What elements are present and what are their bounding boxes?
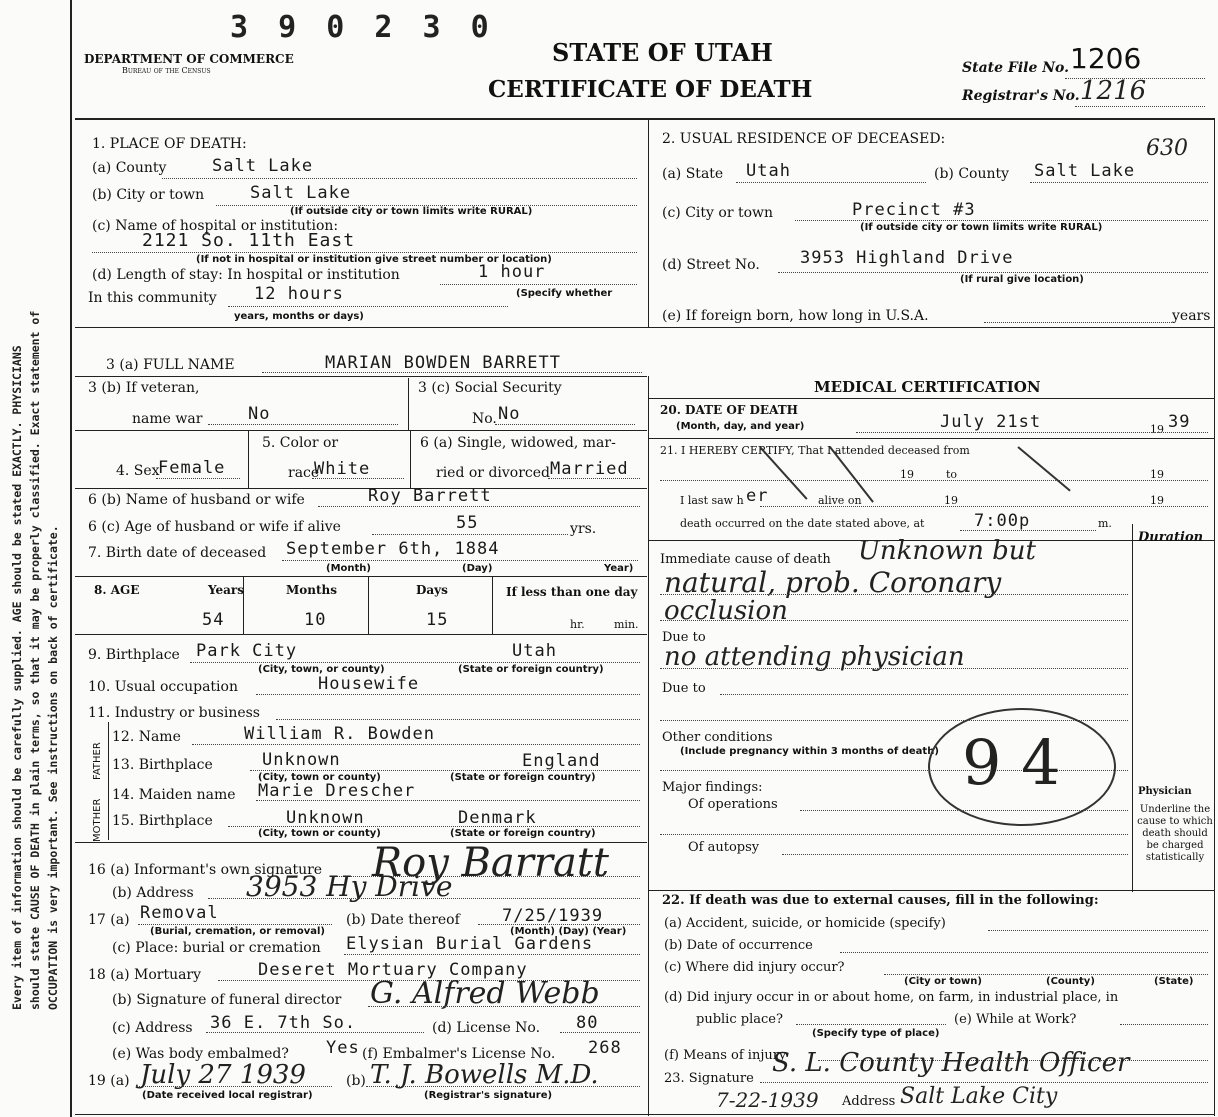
address-label: Address: [842, 1094, 896, 1109]
birthplace-city-value: Park City: [196, 641, 298, 661]
age-days-label: Days: [416, 583, 448, 597]
medical-heading: MEDICAL CERTIFICATION: [814, 378, 1041, 396]
time-value: 7:00p: [974, 511, 1031, 531]
state-file-no: 1206: [1070, 42, 1142, 75]
state-title: STATE OF UTAH: [552, 38, 773, 67]
director-address-label: (c) Address: [112, 1020, 193, 1036]
embalmer-license-value: 268: [588, 1038, 622, 1058]
external-d-note: (Specify type of place): [812, 1028, 940, 1039]
stamp-number: 9 4: [962, 726, 1061, 799]
stay-community-value: 12 hours: [254, 284, 344, 304]
external-d-1: (d) Did injury occur in or about home, on farm, in industrial place, in: [664, 990, 1119, 1005]
city-label: (b) City or town: [92, 187, 205, 203]
community-label: In this community: [88, 290, 217, 306]
external-c-state: (State): [1154, 976, 1194, 987]
physician-note: Physician: [1138, 786, 1192, 797]
res-street-label: (d) Street No.: [662, 257, 760, 273]
removal-note: (Burial, cremation, or removal): [150, 926, 325, 937]
dod-value: July 21st: [940, 412, 1042, 432]
external-c-city: (City or town): [904, 976, 982, 987]
sidebar-line-2: should state CAUSE OF DEATH in plain terms, so that it may be properly classified. Exact statement of: [28, 310, 42, 1010]
external-e: (e) While at Work?: [954, 1012, 1077, 1027]
spouse-age-label: 6 (c) Age of husband or wife if alive: [88, 519, 341, 535]
ss-no-label: No.: [472, 411, 497, 427]
signature-label: 23. Signature: [664, 1071, 754, 1086]
age-months-value: 10: [304, 610, 327, 630]
cause-line-2: natural, prob. Coronary: [664, 566, 1002, 599]
removal-date-label: (b) Date thereof: [346, 912, 460, 928]
removal-date-value: 7/25/1939: [502, 906, 604, 926]
certify-to: to: [946, 468, 958, 481]
birth-day-note: (Day): [462, 563, 493, 574]
certificate-title: CERTIFICATE OF DEATH: [488, 76, 813, 103]
director-address-value: 36 E. 7th So.: [210, 1013, 357, 1033]
birthplace-state-value: Utah: [512, 641, 557, 661]
mother-birth-country: Denmark: [458, 808, 537, 828]
age-months-label: Months: [286, 583, 338, 597]
dod-year: 39: [1168, 412, 1191, 432]
res-county-value: Salt Lake: [1034, 161, 1136, 181]
informant-signature: Roy Barratt: [372, 840, 609, 886]
mother-state-note: (State or foreign country): [450, 828, 596, 839]
race-value: White: [314, 459, 371, 479]
signature-date: 7-22-1939: [716, 1088, 819, 1112]
fullname-value: MARIAN BOWDEN BARRETT: [325, 353, 561, 373]
hospital-label: (c) Name of hospital or institution:: [92, 218, 339, 234]
ss-label: 3 (c) Social Security: [418, 380, 562, 396]
res-state-label: (a) State: [662, 166, 724, 182]
age-hr-label: hr.: [570, 618, 585, 631]
registrar-label: Registrar's No.: [962, 88, 1080, 104]
father-city-note: (City, town or county): [258, 772, 381, 783]
res-state-value: Utah: [746, 161, 791, 181]
filed-date: July 27 1939: [140, 1060, 306, 1090]
mortuary-value: Deseret Mortuary Company: [258, 960, 528, 980]
external-f: (f) Means of injury: [664, 1048, 787, 1063]
res-street-note: (If rural give location): [960, 274, 1084, 285]
birthplace-city-note: (City, town, or county): [258, 664, 385, 675]
director-label: (b) Signature of funeral director: [112, 992, 342, 1008]
mother-name-value: Marie Drescher: [258, 781, 416, 801]
place-of-death-heading: 1. PLACE OF DEATH:: [92, 136, 247, 152]
other-conditions-note: (Include pregnancy within 3 months of death): [680, 746, 939, 757]
hospital-note: (If not in hospital or institution give street number or location): [196, 254, 552, 265]
units-note: years, months or days): [234, 311, 364, 322]
res-street-value: 3953 Highland Drive: [800, 248, 1014, 268]
sidebar-line-1: Every item of information should be carefully supplied. AGE should be stated EXACTLY. PHYSICIANS: [10, 345, 24, 1010]
license-label: (d) License No.: [432, 1020, 541, 1036]
color-label: 5. Color or: [262, 435, 339, 451]
mother-tag: MOTHER: [92, 798, 103, 842]
marital-label-2: ried or divorced: [436, 465, 550, 481]
certify-label: 21. I HEREBY CERTIFY, That I attended deceased from: [660, 444, 970, 457]
mortuary-label: 18 (a) Mortuary: [88, 967, 202, 983]
informant-sig-label: 16 (a) Informant's own signature: [88, 862, 323, 878]
spouse-age-value: 55: [456, 513, 479, 533]
time-m: m.: [1098, 517, 1112, 530]
age-less-label: If less than one day: [506, 585, 638, 599]
alive-19-b: 19: [1150, 494, 1164, 507]
last-saw-label: I last saw h: [680, 494, 744, 507]
cause-line-1: Unknown but: [858, 536, 1036, 566]
county-value: Salt Lake: [212, 156, 314, 176]
dod-year-prefix: 19: [1150, 423, 1164, 436]
father-birth-country: England: [522, 751, 601, 771]
director-signature: G. Alfred Webb: [370, 976, 600, 1011]
last-saw-value: er: [746, 486, 769, 506]
external-d-2: public place?: [696, 1012, 783, 1027]
due-to-label-2: Due to: [662, 681, 706, 696]
age-min-label: min.: [614, 618, 639, 631]
birthplace-state-note: (State or foreign country): [458, 664, 604, 675]
res-city-label: (c) City or town: [662, 205, 774, 221]
external-a: (a) Accident, suicide, or homicide (specify): [664, 916, 946, 931]
birthplace-label: 9. Birthplace: [88, 647, 180, 663]
burial-place-label: (c) Place: burial or cremation: [112, 940, 321, 956]
mother-name-label: 14. Maiden name: [112, 787, 236, 803]
mother-birth-label: 15. Birthplace: [112, 813, 213, 829]
stay-label: (d) Length of stay: In hospital or institution: [92, 267, 400, 283]
registrar-sig-label: (b): [346, 1073, 366, 1089]
occupation-label: 10. Usual occupation: [88, 679, 238, 695]
registrar-signature: T. J. Bowells M.D.: [370, 1060, 599, 1090]
serial-number: 3 9 0 2 3 0: [230, 10, 495, 45]
war-value: No: [248, 404, 271, 424]
father-name-label: 12. Name: [112, 729, 181, 745]
operations-label: Of operations: [688, 797, 778, 812]
address-value: Salt Lake City: [900, 1084, 1058, 1109]
ss-value: No: [498, 404, 521, 424]
res-county-label: (b) County: [934, 166, 1010, 182]
informant-address: 3953 Hy Drive: [246, 870, 453, 903]
embalmed-value: Yes: [326, 1038, 360, 1058]
state-file-label: State File No.: [962, 60, 1070, 76]
health-officer-signature: S. L. County Health Officer: [772, 1048, 1130, 1078]
removal-value: Removal: [140, 903, 219, 923]
hospital-value: 2121 So. 11th East: [142, 230, 356, 251]
sex-value: Female: [158, 458, 226, 478]
fullname-label: 3 (a) FULL NAME: [106, 357, 235, 373]
instructions-sidebar: [0, 0, 72, 1117]
registrar-sig-note: (Registrar's signature): [424, 1090, 553, 1101]
birth-value: September 6th, 1884: [286, 539, 500, 559]
burial-place-value: Elysian Burial Gardens: [346, 934, 594, 954]
father-birth-label: 13. Birthplace: [112, 757, 213, 773]
spouse-label: 6 (b) Name of husband or wife: [88, 492, 305, 508]
department-label: DEPARTMENT OF COMMERCE: [84, 52, 294, 66]
age-label: 8. AGE: [94, 583, 140, 597]
birth-label: 7. Birth date of deceased: [88, 545, 267, 561]
major-findings-label: Major findings:: [662, 780, 763, 795]
stay-hospital-value: 1 hour: [478, 262, 546, 282]
alive-19: 19: [944, 494, 958, 507]
res-city-value: Precinct #3: [852, 200, 976, 220]
certify-19-b: 19: [1150, 468, 1164, 481]
dod-label: 20. DATE OF DEATH: [660, 403, 798, 417]
veteran-label: 3 (b) If veteran,: [88, 380, 200, 396]
other-conditions-label: Other conditions: [662, 730, 773, 745]
birth-year-note: Year): [604, 563, 634, 574]
spouse-value: Roy Barrett: [368, 486, 492, 506]
res-city-note: (If outside city or town limits write RURAL): [860, 222, 1103, 233]
alive-on-label: alive on: [818, 494, 862, 507]
dod-note: (Month, day, and year): [676, 421, 805, 432]
marital-label-1: 6 (a) Single, widowed, mar-: [420, 435, 616, 451]
duration-label: Duration: [1138, 530, 1204, 545]
race-label: race: [288, 465, 320, 481]
age-years-label: Years: [208, 583, 245, 597]
yrs-label: yrs.: [570, 521, 597, 537]
due-to-label-1: Due to: [662, 630, 706, 645]
age-days-value: 15: [426, 610, 449, 630]
father-name-value: William R. Bowden: [244, 724, 435, 744]
filed-note: (Date received local registrar): [142, 1090, 313, 1101]
city-value: Salt Lake: [250, 183, 352, 203]
registrar-no: 1216: [1080, 76, 1147, 106]
father-state-note: (State or foreign country): [450, 772, 596, 783]
certify-19-a: 19: [900, 468, 914, 481]
external-c: (c) Where did injury occur?: [664, 960, 845, 975]
removal-date-note: (Month) (Day) (Year): [510, 926, 627, 937]
bureau-label: Bureau of the Census: [122, 66, 211, 75]
filed-label: 19 (a): [88, 1073, 130, 1089]
father-tag: FATHER: [92, 742, 103, 780]
city-note: (If outside city or town limits write RURAL): [290, 206, 533, 217]
removal-label: 17 (a): [88, 912, 130, 928]
immediate-cause-label: Immediate cause of death: [660, 552, 831, 567]
father-birth-city: Unknown: [262, 750, 341, 770]
foreign-units: years: [1172, 308, 1211, 324]
marital-value: Married: [550, 459, 629, 479]
foreign-label: (e) If foreign born, how long in U.S.A.: [662, 308, 929, 324]
sex-label: 4. Sex: [116, 463, 160, 479]
underline-note: Underline the cause to which death should be charged statistically: [1137, 804, 1213, 863]
autopsy-label: Of autopsy: [688, 840, 760, 855]
war-label: name war: [132, 411, 203, 427]
informant-addr-label: (b) Address: [112, 885, 194, 901]
mother-birth-city: Unknown: [286, 808, 365, 828]
residence-code: 630: [1146, 136, 1188, 161]
external-c-county: (County): [1046, 976, 1095, 987]
sidebar-line-3: OCCUPATION is very important. See instructions on back of certificate.: [46, 525, 60, 1010]
mother-city-note: (City, town or county): [258, 828, 381, 839]
county-label: (a) County: [92, 160, 167, 176]
external-heading: 22. If death was due to external causes, fill in the following:: [662, 893, 1099, 908]
occupation-value: Housewife: [318, 674, 420, 694]
industry-label: 11. Industry or business: [88, 705, 260, 721]
occurred-label: death occurred on the date stated above, at: [680, 517, 925, 530]
residence-heading: 2. USUAL RESIDENCE OF DECEASED:: [662, 131, 946, 147]
birth-month-note: (Month): [326, 563, 371, 574]
external-b: (b) Date of occurrence: [664, 938, 813, 953]
embalmed-label: (e) Was body embalmed?: [112, 1046, 289, 1062]
age-years-value: 54: [202, 610, 225, 630]
cause-line-3: occlusion: [664, 596, 788, 626]
specify-note: (Specify whether: [516, 288, 613, 299]
embalmer-license-label: (f) Embalmer's License No.: [362, 1046, 556, 1062]
license-value: 80: [576, 1013, 599, 1033]
due-to-value: no attending physician: [664, 642, 965, 672]
